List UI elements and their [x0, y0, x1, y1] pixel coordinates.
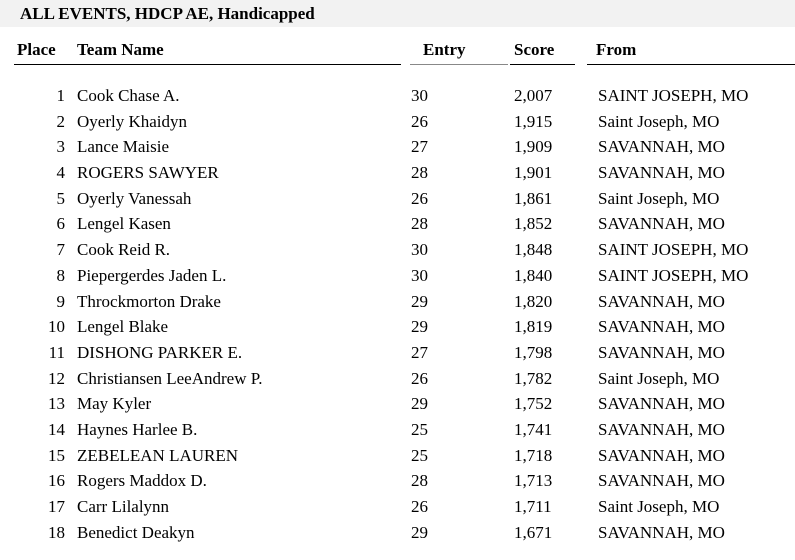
score-cell: 1,741 — [514, 419, 553, 439]
from-cell: SAINT JOSEPH, MO — [598, 265, 749, 285]
score-cell: 1,713 — [514, 471, 553, 491]
place-cell: 15 — [48, 445, 65, 465]
header-underline-from — [587, 64, 795, 65]
table-row — [0, 135, 795, 161]
team-name-cell: Oyerly Vanessah — [77, 188, 192, 208]
entry-cell: 28 — [411, 163, 428, 183]
place-cell: 7 — [56, 240, 65, 260]
from-cell: Saint Joseph, MO — [598, 368, 720, 388]
header-from: From — [596, 40, 637, 59]
entry-cell: 30 — [411, 240, 428, 260]
score-cell: 1,901 — [514, 163, 553, 183]
table-row — [0, 341, 795, 367]
score-cell: 1,711 — [514, 497, 552, 516]
entry-cell: 28 — [411, 214, 428, 234]
team-name-cell: Oyerly Khaidyn — [77, 111, 188, 131]
table-row — [0, 315, 795, 341]
from-cell: SAVANNAH, MO — [598, 317, 725, 337]
header-underline-score — [510, 64, 575, 65]
place-cell: 18 — [48, 522, 65, 542]
score-cell: 1,782 — [514, 368, 553, 388]
from-cell: Saint Joseph, MO — [598, 188, 720, 208]
team-name-cell: Lengel Blake — [77, 317, 169, 337]
entry-cell: 29 — [411, 317, 428, 337]
place-cell: 2 — [56, 111, 65, 131]
team-name-cell: Rogers Maddox D. — [77, 471, 207, 491]
entry-cell: 29 — [411, 522, 428, 542]
from-cell: SAVANNAH, MO — [598, 137, 725, 157]
team-name-cell: ROGERS SAWYER — [77, 163, 219, 183]
place-cell: 3 — [56, 137, 65, 157]
score-cell: 1,819 — [514, 317, 553, 337]
from-cell: SAVANNAH, MO — [598, 471, 725, 491]
table-row — [0, 212, 795, 238]
place-cell: 10 — [48, 317, 65, 337]
from-cell: Saint Joseph, MO — [598, 111, 720, 131]
team-name-cell: Carr Lilalynn — [77, 497, 170, 516]
table-row — [0, 469, 795, 495]
header-team-name: Team Name — [77, 40, 164, 59]
from-cell: SAINT JOSEPH, MO — [598, 86, 749, 105]
entry-cell: 25 — [411, 445, 428, 465]
entry-cell: 27 — [411, 342, 428, 362]
team-name-cell: Cook Chase A. — [77, 86, 180, 105]
team-name-cell: Piepergerdes Jaden L. — [77, 265, 227, 285]
header-score: Score — [514, 40, 555, 59]
from-cell: SAVANNAH, MO — [598, 419, 725, 439]
header-underline-entry — [410, 64, 508, 65]
entry-cell: 26 — [411, 368, 428, 388]
place-cell: 11 — [48, 342, 65, 362]
table-row — [0, 290, 795, 316]
entry-cell: 28 — [411, 471, 428, 491]
from-cell: SAVANNAH, MO — [598, 522, 725, 542]
score-cell: 1,752 — [514, 394, 553, 414]
entry-cell: 29 — [411, 291, 428, 311]
team-name-cell: May Kyler — [77, 394, 152, 414]
score-cell: 1,848 — [514, 240, 553, 260]
table-row — [0, 392, 795, 418]
table-row — [0, 161, 795, 187]
score-cell: 1,909 — [514, 137, 553, 157]
place-cell: 13 — [48, 394, 65, 414]
report-title: ALL EVENTS, HDCP AE, Handicapped — [20, 4, 315, 23]
table-row — [0, 521, 795, 547]
team-name-cell: Cook Reid R. — [77, 240, 171, 260]
results-table-body — [0, 84, 795, 546]
team-name-cell: Benedict Deakyn — [77, 522, 195, 542]
header-entry: Entry — [423, 40, 466, 59]
team-name-cell: Lengel Kasen — [77, 214, 171, 234]
from-cell: SAVANNAH, MO — [598, 214, 725, 234]
score-cell: 1,671 — [514, 522, 553, 542]
score-cell: 1,915 — [514, 111, 553, 131]
entry-cell: 27 — [411, 137, 428, 157]
team-name-cell: Christiansen LeeAndrew P. — [77, 368, 263, 388]
from-cell: SAVANNAH, MO — [598, 342, 725, 362]
table-row — [0, 187, 795, 213]
team-name-cell: DISHONG PARKER E. — [77, 342, 243, 362]
table-row — [0, 495, 795, 521]
place-cell: 12 — [48, 368, 65, 388]
place-cell: 9 — [56, 291, 65, 311]
entry-cell: 26 — [411, 111, 428, 131]
entry-cell: 30 — [411, 86, 428, 105]
score-cell: 1,718 — [514, 445, 553, 465]
score-cell: 1,861 — [514, 188, 553, 208]
from-cell: SAVANNAH, MO — [598, 291, 725, 311]
entry-cell: 26 — [411, 188, 428, 208]
team-name-cell: ZEBELEAN LAUREN — [77, 445, 239, 465]
from-cell: SAVANNAH, MO — [598, 394, 725, 414]
team-name-cell: Lance Maisie — [77, 137, 170, 157]
score-cell: 1,840 — [514, 265, 553, 285]
from-cell: SAVANNAH, MO — [598, 163, 725, 183]
place-cell: 1 — [56, 86, 65, 105]
table-row — [0, 264, 795, 290]
place-cell: 4 — [56, 163, 65, 183]
score-cell: 1,852 — [514, 214, 553, 234]
table-row — [0, 238, 795, 264]
place-cell: 14 — [48, 419, 65, 439]
entry-cell: 25 — [411, 419, 428, 439]
team-name-cell: Throckmorton Drake — [77, 291, 221, 311]
table-row — [0, 110, 795, 136]
place-cell: 6 — [56, 214, 65, 234]
header-place: Place — [17, 40, 56, 59]
from-cell: SAVANNAH, MO — [598, 445, 725, 465]
score-cell: 2,007 — [514, 86, 553, 105]
report-title-bar — [0, 0, 795, 27]
place-cell: 8 — [56, 265, 65, 285]
table-row — [0, 418, 795, 444]
from-cell: Saint Joseph, MO — [598, 497, 720, 516]
place-cell: 17 — [48, 497, 65, 516]
place-cell: 5 — [56, 188, 65, 208]
header-underline-team — [14, 64, 401, 65]
entry-cell: 29 — [411, 394, 428, 414]
table-row — [0, 444, 795, 470]
place-cell: 16 — [48, 471, 65, 491]
score-cell: 1,798 — [514, 342, 553, 362]
table-row — [0, 84, 795, 110]
table-row — [0, 367, 795, 393]
entry-cell: 30 — [411, 265, 428, 285]
score-cell: 1,820 — [514, 291, 553, 311]
from-cell: SAINT JOSEPH, MO — [598, 240, 749, 260]
team-name-cell: Haynes Harlee B. — [77, 419, 198, 439]
entry-cell: 26 — [411, 497, 428, 516]
